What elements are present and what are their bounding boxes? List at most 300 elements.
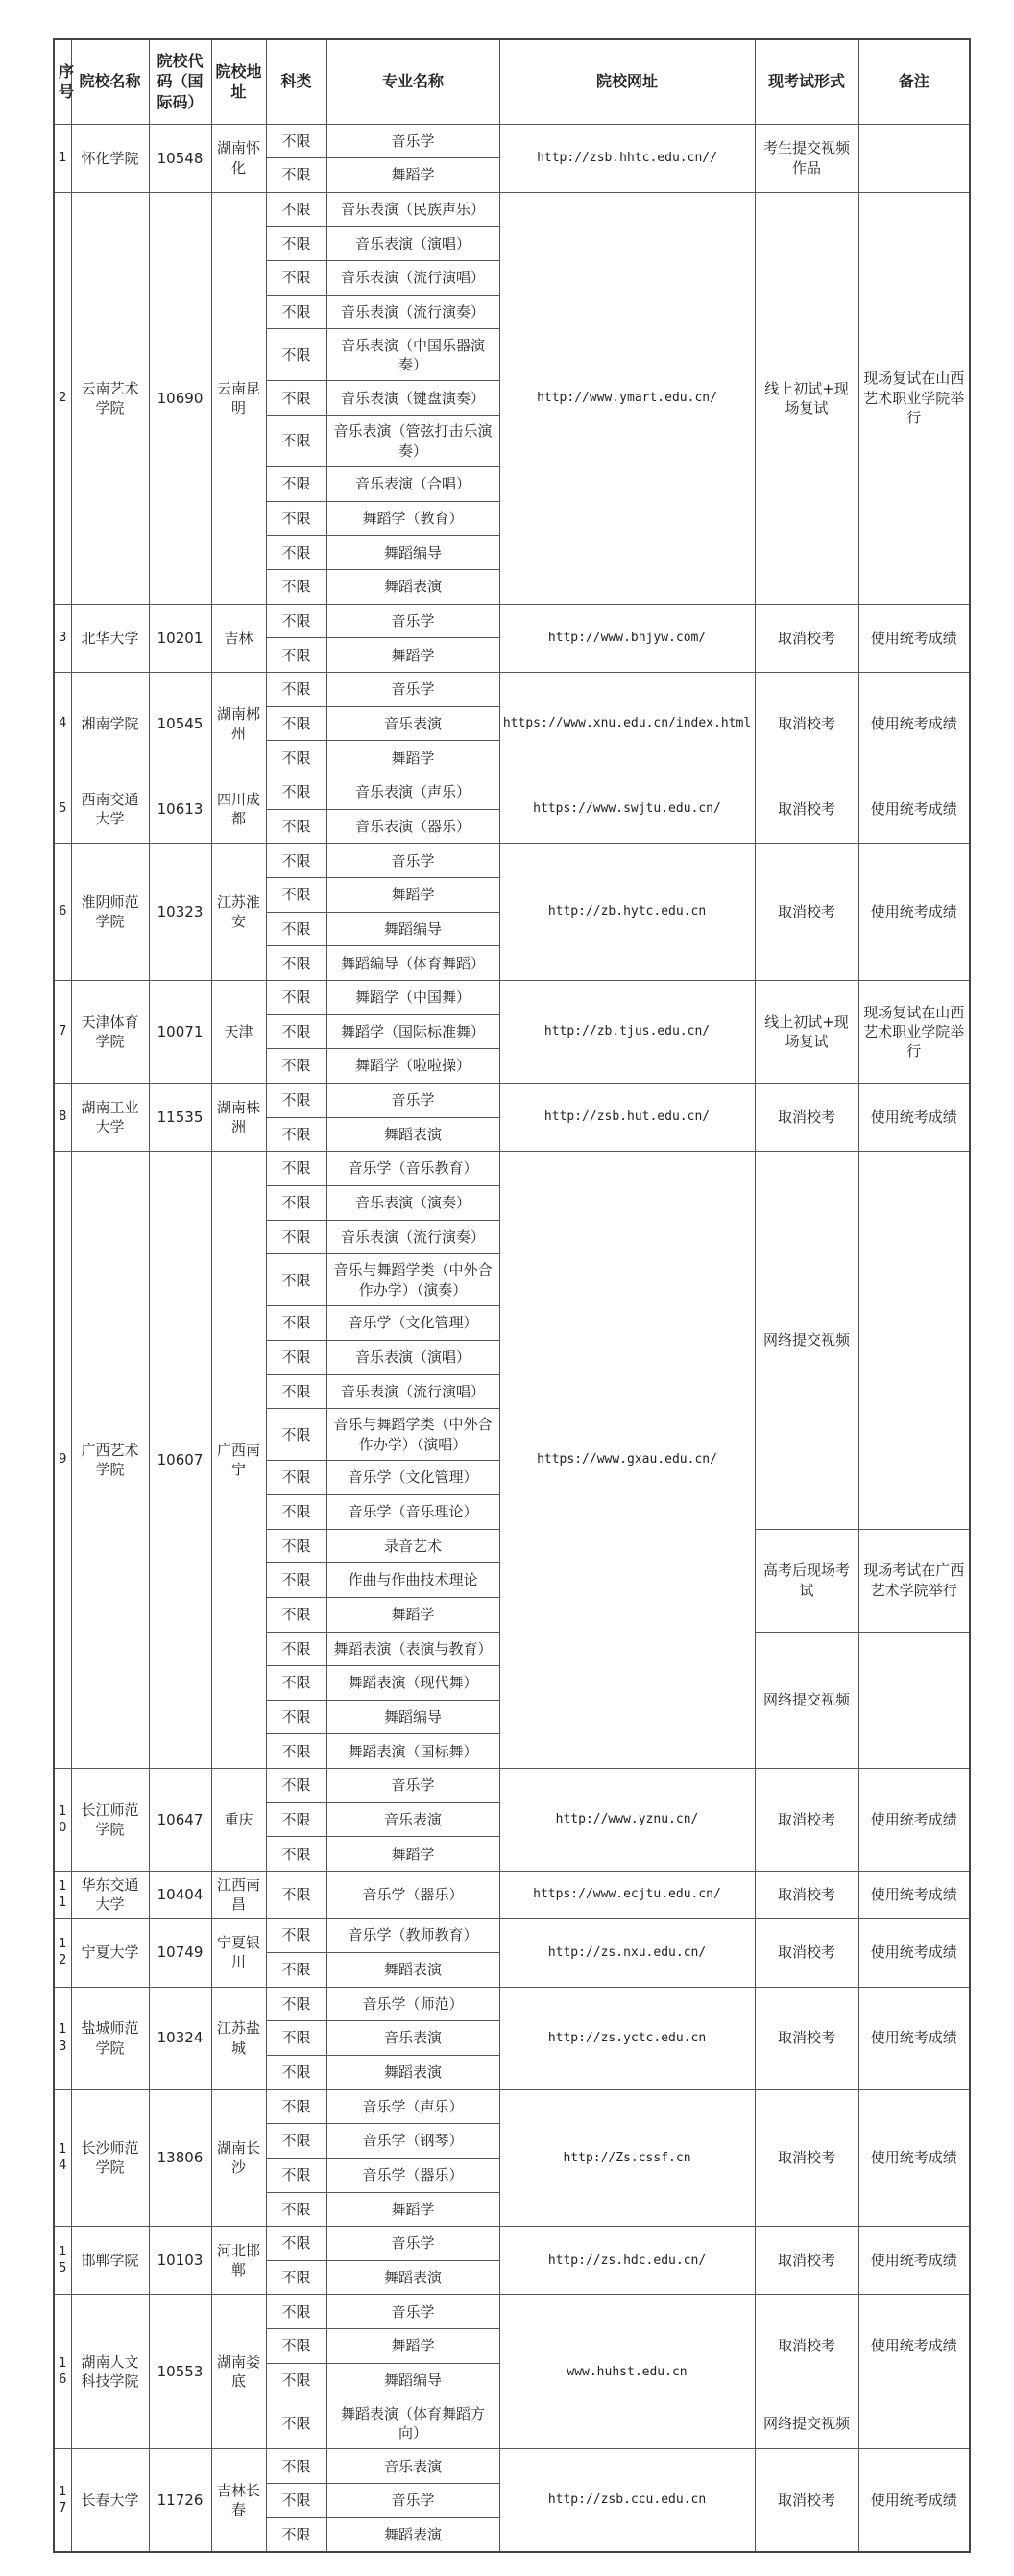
major-name-cell: 音乐学（钢琴） [326,2124,499,2159]
category-cell: 不限 [266,2021,326,2056]
major-name-cell: 音乐学（器乐） [326,1872,499,1919]
school-name-cell: 长春大学 [71,2449,149,2552]
major-name-cell: 舞蹈表演 [326,2055,499,2089]
major-name-cell: 舞蹈编导 [326,2363,499,2397]
major-name-cell: 音乐表演（管弦打击乐演奏） [326,416,499,467]
exam-form-cell: 取消校考 [755,604,858,672]
category-cell: 不限 [266,1952,326,1987]
header-major: 专业名称 [326,39,499,124]
seq-cell: 1 [54,124,71,192]
school-name-cell: 长沙师范学院 [71,2089,149,2227]
website-link[interactable]: http://zs.nxu.edu.cn/ [547,1944,707,1960]
category-cell: 不限 [266,1461,326,1495]
school-code-cell: 13806 [149,2089,211,2227]
website-link[interactable]: www.huhst.edu.cn [567,2364,688,2379]
school-name-cell: 广西艺术学院 [71,1152,149,1769]
website-link[interactable]: http://zb.hytc.edu.cn [547,904,707,919]
major-name-cell: 音乐学 [326,124,499,158]
category-cell: 不限 [266,501,326,536]
table-row [54,673,970,707]
major-name-cell: 舞蹈学 [326,2329,499,2364]
exam-form-cell: 网络提交视频 [755,1632,858,1769]
category-cell: 不限 [266,2397,326,2449]
category-cell: 不限 [266,1837,326,1872]
major-name-cell: 音乐表演（键盘演奏） [326,381,499,416]
note-cell [858,1152,970,1529]
major-name-cell: 舞蹈表演 [326,1117,499,1152]
website-cell [499,124,755,192]
major-name-cell: 舞蹈学 [326,741,499,775]
category-cell: 不限 [266,192,326,227]
category-cell: 不限 [266,1014,326,1049]
header-exam: 现考试形式 [755,39,858,124]
category-cell: 不限 [266,2363,326,2397]
website-cell [499,2089,755,2227]
seq-cell: 3 [54,604,71,672]
exam-form-cell: 网络提交视频 [755,2397,858,2449]
school-code-cell: 10613 [149,775,211,844]
note-cell: 使用统考成绩 [858,844,970,981]
school-code-cell: 10553 [149,2295,211,2449]
note-cell: 现场复试在山西艺术职业学院举行 [858,192,970,604]
note-cell: 现场考试在广西艺术学院举行 [858,1529,970,1632]
category-cell: 不限 [266,775,326,810]
exam-form-cell: 取消校考 [755,1083,858,1151]
school-code-cell: 10690 [149,192,211,604]
note-cell: 使用统考成绩 [858,775,970,844]
website-cell [499,775,755,844]
note-cell: 使用统考成绩 [858,1919,970,1987]
exam-form-cell: 取消校考 [755,844,858,981]
exam-form-cell: 取消校考 [755,2089,858,2227]
major-name-cell: 音乐表演 [326,706,499,741]
header-seq: 序号 [54,39,71,124]
school-name-cell: 湘南学院 [71,673,149,775]
website-cell [499,1769,755,1872]
admissions-table [53,38,971,2553]
major-name-cell: 音乐学 [326,1083,499,1117]
note-cell: 使用统考成绩 [858,2295,970,2397]
website-cell [499,192,755,604]
category-cell: 不限 [266,1152,326,1186]
major-name-cell: 音乐表演（流行演唱） [326,1374,499,1409]
note-cell: 使用统考成绩 [858,604,970,672]
major-name-cell: 舞蹈表演 [326,2260,499,2295]
table-row [54,1919,970,1953]
major-name-cell: 舞蹈表演 [326,1952,499,1987]
category-cell: 不限 [266,1494,326,1529]
category-cell: 不限 [266,980,326,1014]
major-name-cell: 音乐表演 [326,1802,499,1837]
seq-cell: 15 [54,2227,71,2295]
website-cell [499,1083,755,1151]
major-name-cell: 舞蹈编导 [326,912,499,946]
major-name-cell: 舞蹈编导（体育舞蹈） [326,946,499,981]
category-cell: 不限 [266,329,326,381]
school-code-cell: 10324 [149,1987,211,2089]
seq-cell: 17 [54,2449,71,2552]
seq-cell: 13 [54,1987,71,2089]
category-cell: 不限 [266,741,326,775]
school-location-cell: 宁夏银川 [211,1919,266,1987]
major-name-cell: 作曲与作曲技术理论 [326,1563,499,1598]
category-cell: 不限 [266,1597,326,1632]
major-name-cell: 舞蹈表演（体育舞蹈方向） [326,2397,499,2449]
major-name-cell: 音乐与舞蹈学类（中外合作办学）（演奏） [326,1254,499,1306]
category-cell: 不限 [266,1666,326,1701]
note-cell [858,2397,970,2449]
table-row [54,775,970,810]
seq-cell: 16 [54,2295,71,2449]
table-body [54,124,970,2552]
note-cell [858,124,970,192]
website-link[interactable]: http://zs.yctc.edu.cn [547,2030,707,2045]
table-row [54,124,970,158]
school-location-cell: 吉林 [211,604,266,672]
major-name-cell: 音乐表演（演唱） [326,227,499,261]
major-name-cell: 音乐学 [326,2295,499,2329]
category-cell: 不限 [266,2295,326,2329]
category-cell: 不限 [266,2158,326,2192]
exam-form-cell: 取消校考 [755,2449,858,2552]
category-cell: 不限 [266,2260,326,2295]
major-name-cell: 舞蹈学 [326,2192,499,2227]
seq-cell: 6 [54,844,71,981]
category-cell: 不限 [266,2517,326,2552]
website-link[interactable]: https://www.xnu.edu.cn/index.html [502,716,752,731]
category-cell: 不限 [266,1700,326,1734]
seq-cell: 7 [54,980,71,1083]
table-row [54,2089,970,2124]
category-cell: 不限 [266,673,326,707]
admissions-table-container [53,38,969,2553]
major-name-cell: 音乐表演（演唱） [326,1340,499,1374]
major-name-cell: 舞蹈表演 [326,2517,499,2552]
major-name-cell: 音乐学（声乐） [326,2089,499,2124]
major-name-cell: 音乐学 [326,2484,499,2518]
major-name-cell: 音乐表演（合唱） [326,467,499,502]
note-cell [858,1632,970,1769]
note-cell: 使用统考成绩 [858,1987,970,2089]
major-name-cell: 舞蹈表演（现代舞） [326,1666,499,1701]
major-name-cell: 舞蹈学 [326,638,499,673]
school-code-cell: 10404 [149,1872,211,1919]
major-name-cell: 音乐学 [326,1769,499,1803]
major-name-cell: 舞蹈学 [326,1597,499,1632]
website-cell [499,604,755,672]
major-name-cell: 舞蹈学（国际标准舞） [326,1014,499,1049]
category-cell: 不限 [266,124,326,158]
category-cell: 不限 [266,1769,326,1803]
category-cell: 不限 [266,2227,326,2261]
website-link[interactable]: http://zb.tjus.edu.cn/ [543,1024,711,1039]
category-cell: 不限 [266,295,326,329]
school-location-cell: 湖南怀化 [211,124,266,192]
category-cell: 不限 [266,467,326,502]
category-cell: 不限 [266,1872,326,1919]
school-location-cell: 江苏淮安 [211,844,266,981]
table-row [54,1872,970,1919]
category-cell: 不限 [266,946,326,981]
note-cell: 使用统考成绩 [858,1083,970,1151]
category-cell: 不限 [266,1409,326,1461]
website-link[interactable]: https://www.gxau.edu.cn/ [537,1452,717,1467]
seq-cell: 10 [54,1769,71,1872]
exam-form-cell: 线上初试+现场复试 [755,980,858,1083]
category-cell: 不限 [266,1563,326,1598]
school-location-cell: 江苏盐城 [211,1987,266,2089]
category-cell: 不限 [266,2055,326,2089]
exam-form-cell: 取消校考 [755,1872,858,1919]
major-name-cell: 音乐学 [326,604,499,638]
major-name-cell: 音乐学（文化管理） [326,1461,499,1495]
major-name-cell: 音乐与舞蹈学类（中外合作办学）（演唱） [326,1409,499,1461]
header-note: 备注 [858,39,970,124]
table-row [54,980,970,1014]
category-cell: 不限 [266,1529,326,1563]
exam-form-cell: 取消校考 [755,1919,858,1987]
note-cell: 使用统考成绩 [858,2089,970,2227]
major-name-cell: 舞蹈学 [326,158,499,193]
website-link[interactable]: http://Zs.cssf.cn [563,2150,691,2165]
category-cell: 不限 [266,381,326,416]
school-code-cell: 10545 [149,673,211,775]
school-location-cell: 河北邯郸 [211,2227,266,2295]
category-cell: 不限 [266,158,326,193]
school-name-cell: 长江师范学院 [71,1769,149,1872]
website-link[interactable]: http://zsb.hut.edu.cn/ [543,1109,711,1125]
major-name-cell: 音乐学（教师教育） [326,1919,499,1953]
exam-form-cell: 网络提交视频 [755,1152,858,1529]
header-school: 院校名称 [71,39,149,124]
seq-cell: 5 [54,775,71,844]
category-cell: 不限 [266,1220,326,1254]
category-cell: 不限 [266,261,326,296]
website-link[interactable]: https://www.swjtu.edu.cn/ [533,801,721,817]
school-code-cell: 10548 [149,124,211,192]
school-location-cell: 江西南昌 [211,1872,266,1919]
category-cell: 不限 [266,2124,326,2159]
website-cell [499,844,755,981]
major-name-cell: 音乐表演（演奏） [326,1185,499,1220]
school-code-cell: 10103 [149,2227,211,2295]
school-name-cell: 湖南工业大学 [71,1083,149,1151]
website-link[interactable]: http://www.ymart.edu.cn/ [537,391,717,405]
school-location-cell: 湖南长沙 [211,2089,266,2227]
school-name-cell: 西南交通大学 [71,775,149,844]
school-location-cell: 广西南宁 [211,1152,266,1769]
note-cell: 使用统考成绩 [858,2227,970,2295]
note-cell: 现场复试在山西艺术职业学院举行 [858,980,970,1083]
category-cell: 不限 [266,1254,326,1306]
exam-form-cell: 取消校考 [755,2227,858,2295]
seq-cell: 2 [54,192,71,604]
website-cell [499,1919,755,1987]
major-name-cell: 音乐学 [326,2227,499,2261]
category-cell: 不限 [266,844,326,878]
school-code-cell: 10323 [149,844,211,981]
major-name-cell: 音乐学（音乐理论） [326,1494,499,1529]
category-cell: 不限 [266,1802,326,1837]
major-name-cell: 音乐学（师范） [326,1987,499,2021]
category-cell: 不限 [266,2192,326,2227]
table-row [54,1987,970,2021]
category-cell: 不限 [266,1632,326,1666]
school-name-cell: 淮阴师范学院 [71,844,149,981]
major-name-cell: 音乐表演（中国乐器演奏） [326,329,499,381]
website-cell [499,2227,755,2295]
major-name-cell: 舞蹈编导 [326,536,499,570]
website-cell [499,2295,755,2449]
school-code-cell: 10201 [149,604,211,672]
website-cell [499,980,755,1083]
seq-cell: 4 [54,673,71,775]
school-location-cell: 湖南娄底 [211,2295,266,2449]
category-cell: 不限 [266,1083,326,1117]
major-name-cell: 音乐表演 [326,2449,499,2484]
major-name-cell: 音乐学（文化管理） [326,1306,499,1341]
major-name-cell: 音乐表演（声乐） [326,775,499,810]
header-website: 院校网址 [499,39,755,124]
school-code-cell: 11535 [149,1083,211,1151]
table-row [54,2295,970,2329]
category-cell: 不限 [266,706,326,741]
school-code-cell: 10071 [149,980,211,1083]
school-location-cell: 云南昆明 [211,192,266,604]
school-name-cell: 湖南人文科技学院 [71,2295,149,2449]
exam-form-cell: 取消校考 [755,775,858,844]
category-cell: 不限 [266,570,326,605]
major-name-cell: 录音艺术 [326,1529,499,1563]
school-name-cell: 云南艺术学院 [71,192,149,604]
table-row [54,1152,970,1186]
category-cell: 不限 [266,912,326,946]
exam-form-cell: 取消校考 [755,1769,858,1872]
major-name-cell: 音乐表演（流行演唱） [326,261,499,296]
school-location-cell: 重庆 [211,1769,266,1872]
school-name-cell: 盐城师范学院 [71,1987,149,2089]
major-name-cell: 舞蹈编导 [326,1700,499,1734]
school-location-cell: 天津 [211,980,266,1083]
school-location-cell: 吉林长春 [211,2449,266,2552]
category-cell: 不限 [266,638,326,673]
header-location: 院校地址 [211,39,266,124]
school-name-cell: 天津体育学院 [71,980,149,1083]
seq-cell: 8 [54,1083,71,1151]
note-cell: 使用统考成绩 [858,673,970,775]
header-row [54,39,970,124]
exam-form-cell: 取消校考 [755,1987,858,2089]
table-row [54,192,970,227]
exam-form-cell: 取消校考 [755,2295,858,2397]
category-cell: 不限 [266,2484,326,2518]
website-link[interactable]: http://zs.hdc.edu.cn/ [547,2253,707,2268]
school-code-cell: 10647 [149,1769,211,1872]
major-name-cell: 音乐表演 [326,2021,499,2056]
category-cell: 不限 [266,878,326,913]
school-location-cell: 湖南株洲 [211,1083,266,1151]
note-cell: 使用统考成绩 [858,1769,970,1872]
major-name-cell: 舞蹈表演（国标舞） [326,1734,499,1769]
note-cell: 使用统考成绩 [858,1872,970,1919]
header-code: 院校代码（国际码） [149,39,211,124]
major-name-cell: 舞蹈学 [326,878,499,913]
table-row [54,2449,970,2484]
school-name-cell: 邯郸学院 [71,2227,149,2295]
school-code-cell: 11726 [149,2449,211,2552]
major-name-cell: 舞蹈学（中国舞） [326,980,499,1014]
major-name-cell: 舞蹈学 [326,1837,499,1872]
school-location-cell: 四川成都 [211,775,266,844]
school-code-cell: 10749 [149,1919,211,1987]
category-cell: 不限 [266,2089,326,2124]
category-cell: 不限 [266,2329,326,2364]
category-cell: 不限 [266,1734,326,1769]
website-link[interactable]: https://www.ecjtu.edu.cn/ [533,1887,721,1902]
major-name-cell: 舞蹈表演 [326,570,499,605]
website-cell [499,2449,755,2552]
category-cell: 不限 [266,604,326,638]
category-cell: 不限 [266,536,326,570]
category-cell: 不限 [266,1374,326,1409]
website-cell [499,1152,755,1769]
website-link[interactable]: http://www.bhjyw.com/ [547,631,707,646]
category-cell: 不限 [266,227,326,261]
school-location-cell: 湖南郴州 [211,673,266,775]
table-row [54,1083,970,1117]
category-cell: 不限 [266,2449,326,2484]
website-link[interactable]: http://zsb.ccu.edu.cn [547,2493,707,2508]
category-cell: 不限 [266,1306,326,1341]
table-row [54,1769,970,1803]
exam-form-cell: 高考后现场考试 [755,1529,858,1632]
table-row [54,844,970,878]
major-name-cell: 音乐学（音乐教育） [326,1152,499,1186]
school-code-cell: 10607 [149,1152,211,1769]
major-name-cell: 舞蹈学（啦啦操） [326,1049,499,1084]
major-name-cell: 音乐表演（民族声乐） [326,192,499,227]
header-category: 科类 [266,39,326,124]
exam-form-cell: 线上初试+现场复试 [755,192,858,604]
major-name-cell: 音乐学 [326,844,499,878]
table-row [54,2227,970,2261]
exam-form-cell: 考生提交视频作品 [755,124,858,192]
category-cell: 不限 [266,1049,326,1084]
major-name-cell: 舞蹈学（教育） [326,501,499,536]
website-cell [499,673,755,775]
school-name-cell: 北华大学 [71,604,149,672]
school-name-cell: 怀化学院 [71,124,149,192]
major-name-cell: 音乐学（器乐） [326,2158,499,2192]
major-name-cell: 舞蹈表演（表演与教育） [326,1632,499,1666]
major-name-cell: 音乐表演（流行演奏） [326,295,499,329]
major-name-cell: 音乐学 [326,673,499,707]
table-row [54,604,970,638]
exam-form-cell: 取消校考 [755,673,858,775]
major-name-cell: 音乐表演（器乐） [326,809,499,844]
seq-cell: 12 [54,1919,71,1987]
seq-cell: 11 [54,1872,71,1919]
category-cell: 不限 [266,809,326,844]
note-cell: 使用统考成绩 [858,2449,970,2552]
category-cell: 不限 [266,1340,326,1374]
category-cell: 不限 [266,1117,326,1152]
website-link[interactable]: http://zsb.hhtc.edu.cn// [537,150,717,165]
seq-cell: 14 [54,2089,71,2227]
category-cell: 不限 [266,416,326,467]
website-link[interactable]: http://www.yznu.cn/ [555,1812,699,1827]
school-name-cell: 华东交通大学 [71,1872,149,1919]
